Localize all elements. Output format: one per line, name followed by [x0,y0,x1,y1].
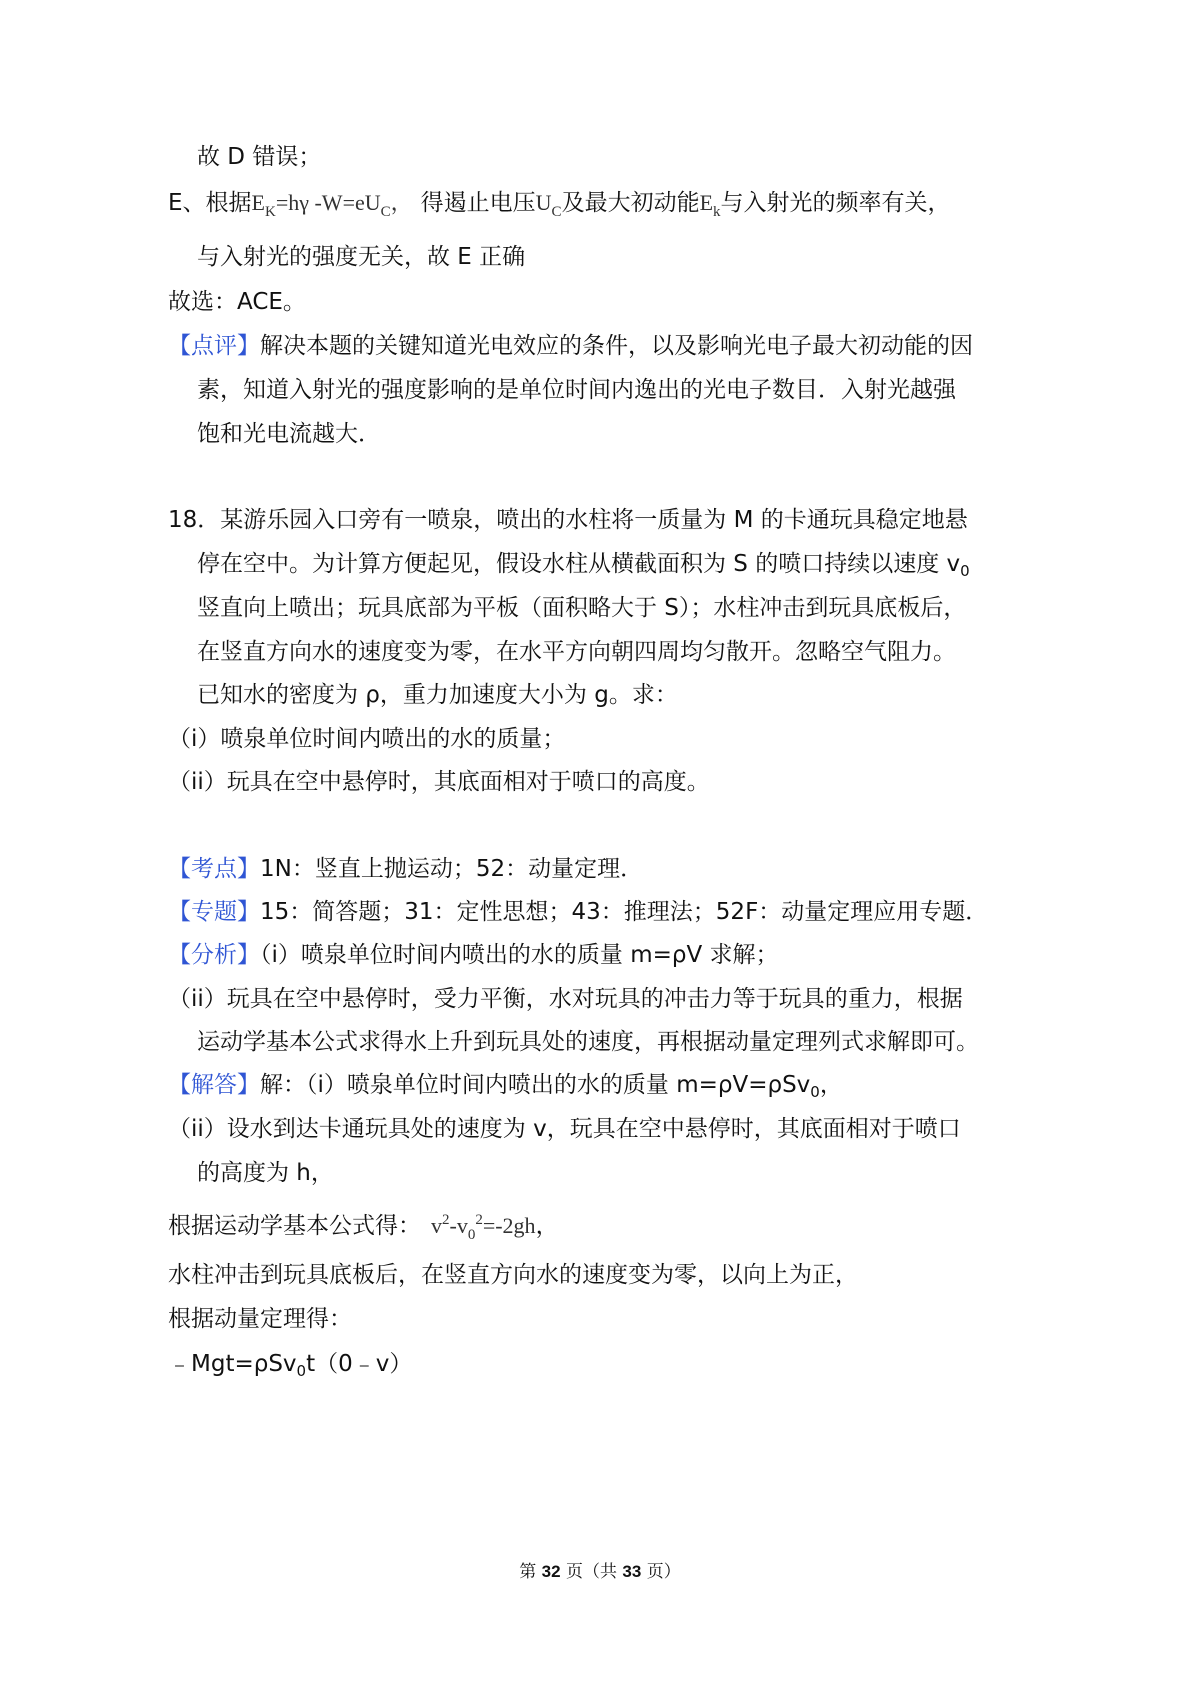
kaodian-line: 【考点】1N：竖直上抛运动；52：动量定理． [168,856,644,882]
jieda-line-2: （ii）设水到达卡通玩具处的速度为 v，玩具在空中悬停时，其底面相对于喷口 [168,1116,961,1142]
photoelectric-formula: $E_K=h\gamma$ $-W=eU_C$， [251,190,413,220]
comment-line-3: 饱和光电流越大． [197,421,381,447]
question-line-1: 18．某游乐园入口旁有一喷泉，喷出的水柱将一质量为 M 的卡通玩具稳定地悬 [168,507,968,533]
kaodian-tag: 【考点】 [168,856,260,882]
question-line-4: 在竖直方向水的速度变为零，在水平方向朝四周均匀散开。忽略空气阻力。 [197,639,956,665]
jieda-tag: 【解答】 [168,1072,260,1098]
fenxi-tag: 【分析】 [168,942,260,968]
ek-symbol: $E_k$ [699,190,721,220]
comment-line-1: 【点评】解决本题的关键知道光电效应的条件，以及影响光电子最大初动能的因 [168,333,973,359]
e-option-line-2: 与入射光的强度无关，故 E 正确 [197,244,526,270]
momentum-line: 根据动量定理得： [168,1306,352,1332]
comment-line-2: 素，知道入射光的强度影响的是单位时间内逸出的光电子数目．入射光越强 [197,377,956,403]
d-conclusion-line: 故 D 错误； [197,144,322,170]
kinematics-formula: $v^2-v_0^2=-2gh$ [431,1212,536,1243]
question-line-3: 竖直向上喷出；玩具底部为平板（面积略大于 S）；水柱冲击到玩具底板后， [197,595,967,621]
fenxi-line-2: （ii）玩具在空中悬停时，受力平衡，水对玩具的冲击力等于玩具的重力，根据 [168,986,963,1012]
question-part-ii: （ii）玩具在空中悬停时，其底面相对于喷口的高度。 [168,769,710,795]
e-option-line: E、根据$E_K=h\gamma$ $-W=eU_C$， 得遏止电压$U_C$及最大初动能$E_k$与入射光的频率有关， [168,190,951,220]
impact-line: 水柱冲击到玩具底板后，在竖直方向水的速度变为零，以向上为正， [168,1262,858,1288]
question-part-i: （i）喷泉单位时间内喷出的水的质量； [168,726,566,752]
momentum-equation: ﹣Mgt=ρSv$_0$t（0﹣v） [168,1351,413,1380]
fenxi-line-1: 【分析】（i）喷泉单位时间内喷出的水的质量 m=ρV 求解； [168,942,779,968]
kinematics-line: 根据运动学基本公式得： $v^2-v_0^2=-2gh$， [168,1212,559,1243]
jieda-line-3: 的高度为 h， [197,1160,334,1186]
current-page-number: 32 [541,1562,561,1581]
page-footer: 第 32 页（共 33 页） [519,1562,681,1582]
zhuanti-tag: 【专题】 [168,899,260,925]
question-line-2: 停在空中。为计算方便起见，假设水柱从横截面积为 S 的喷口持续以速度 $v_0$ [197,551,970,580]
jieda-line-1: 【解答】解：（i）喷泉单位时间内喷出的水的质量 m=ρV=ρSv$_0$， [168,1072,843,1101]
zhuanti-line: 【专题】15：简答题；31：定性思想；43：推理法；52F：动量定理应用专题． [168,899,989,925]
fenxi-line-3: 运动学基本公式求得水上升到玩具处的速度，再根据动量定理列式求解即可。 [197,1029,979,1055]
uc-symbol: $U_C$ [535,190,562,220]
comment-tag: 【点评】 [168,333,260,359]
total-page-number: 33 [622,1562,642,1581]
choice-line: 故选：ACE。 [168,289,306,315]
question-line-5: 已知水的密度为 ρ，重力加速度大小为 g。求： [197,682,678,708]
